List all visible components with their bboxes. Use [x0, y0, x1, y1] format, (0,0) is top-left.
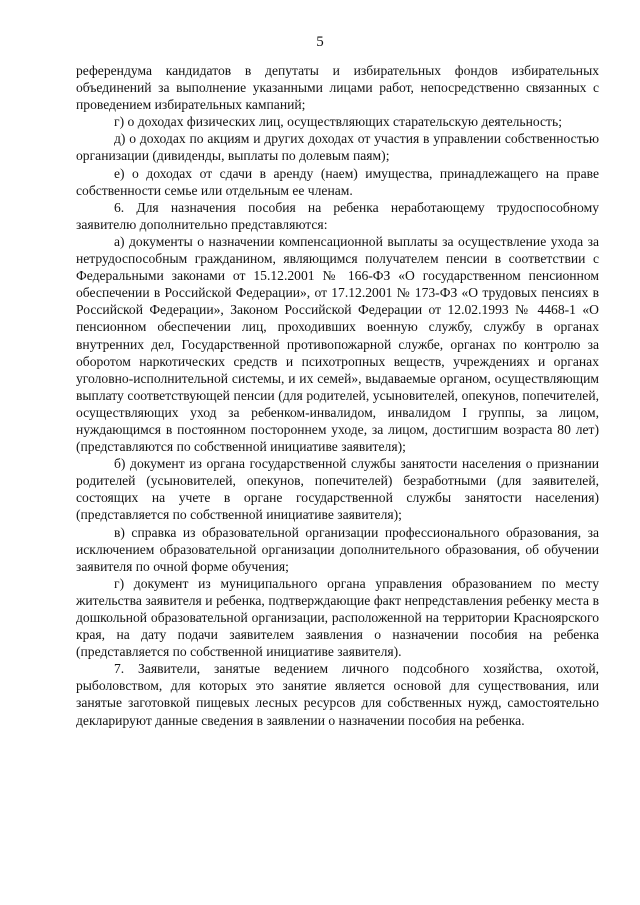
paragraph-item-a-compensation: а) документы о назначении компенсационной выплаты за осуществление ухода за нетрудоспособным гражданином, являющимся получателем пенсии в соответствии с Федеральными законами от 15.12.2001 № 166-ФЗ «О государственном пенсионном обеспечении в Российской Федерации», от 17.12.2001 № 173-ФЗ «О трудовых пенсиях в Российской Федерации», Законом Российской Федерации от 12.02.1993 № 4468-1 «О пенсионном обеспечении лиц, проходивших военную службу, службу в органах внутренних дел, Государственной противопожарной службе, органах по контролю за оборотом наркотических средств и психотропных веществ, учреждениях и органах уголовно-исполнительной системы, и их семей», выдаваемые органом, осуществляющим выплату соответствующей пенсии (для родителей, усыновителей, опекунов, попечителей, осуществляющих уход за ребенком-инвалидом, инвалидом I группы, за лицом, нуждающимся в постоянном постороннем уходе, за лицом, достигшим возраста 80 лет) (представляются по собственной инициативе заявителя); — [76, 233, 599, 455]
paragraph-item-b-unemployment: б) документ из органа государственной службы занятости населения о признании родителей (усыновителей, опекунов, попечителей) безработными (для заявителей, состоящих на учете в органе государственной службы занятости населения) (представляется по собственной инициативе заявителя); — [76, 456, 599, 523]
paragraph-continuation: референдума кандидатов в депутаты и избирательных фондов избирательных объединений за выполнение указанными лицами работ, непосредственно связанных с проведением избирательных кампаний; — [76, 63, 599, 113]
paragraph-item-g-preschool: г) документ из муниципального органа управления образованием по месту жительства заявителя и ребенка, подтверждающие факт непредставления ребенку места в дошкольной образовательной организации, расположенной на территории Красноярского края, на дату подачи заявителем заявления о назначении пособия на ребенка (представляется по собственной инициативе заявителя). — [76, 575, 599, 660]
paragraph-item-v-education: в) справка из образовательной организации профессионального образования, за исключением образовательной организации дополнительного образования, об обучении заявителя по очной форме обучения; — [76, 524, 599, 574]
paragraph-item-e-rent: е) о доходах от сдачи в аренду (наем) имущества, принадлежащего на праве собственности семье или отдельным ее членам. — [76, 165, 599, 198]
paragraph-item-d-dividends: д) о доходах по акциям и других доходах от участия в управлении собственностью организации (дивиденды, выплаты по долевым паям); — [76, 131, 599, 164]
document-body — [76, 62, 599, 729]
page-number: 5 — [316, 34, 324, 50]
paragraph-section-6: 6. Для назначения пособия на ребенка неработающему трудоспособному заявителю дополнительно представляются: — [76, 199, 599, 232]
paragraph-item-g-prospecting: г) о доходах физических лиц, осуществляющих старательскую деятельность; — [114, 114, 562, 130]
paragraph-section-7: 7. Заявители, занятые ведением личного подсобного хозяйства, охотой, рыболовством, для которых это занятие является основой для существования, или занятые заготовкой пищевых лесных ресурсов для собственных нужд, самостоятельно декларируют данные сведения в заявлении о назначении пособия на ребенка. — [76, 661, 599, 728]
